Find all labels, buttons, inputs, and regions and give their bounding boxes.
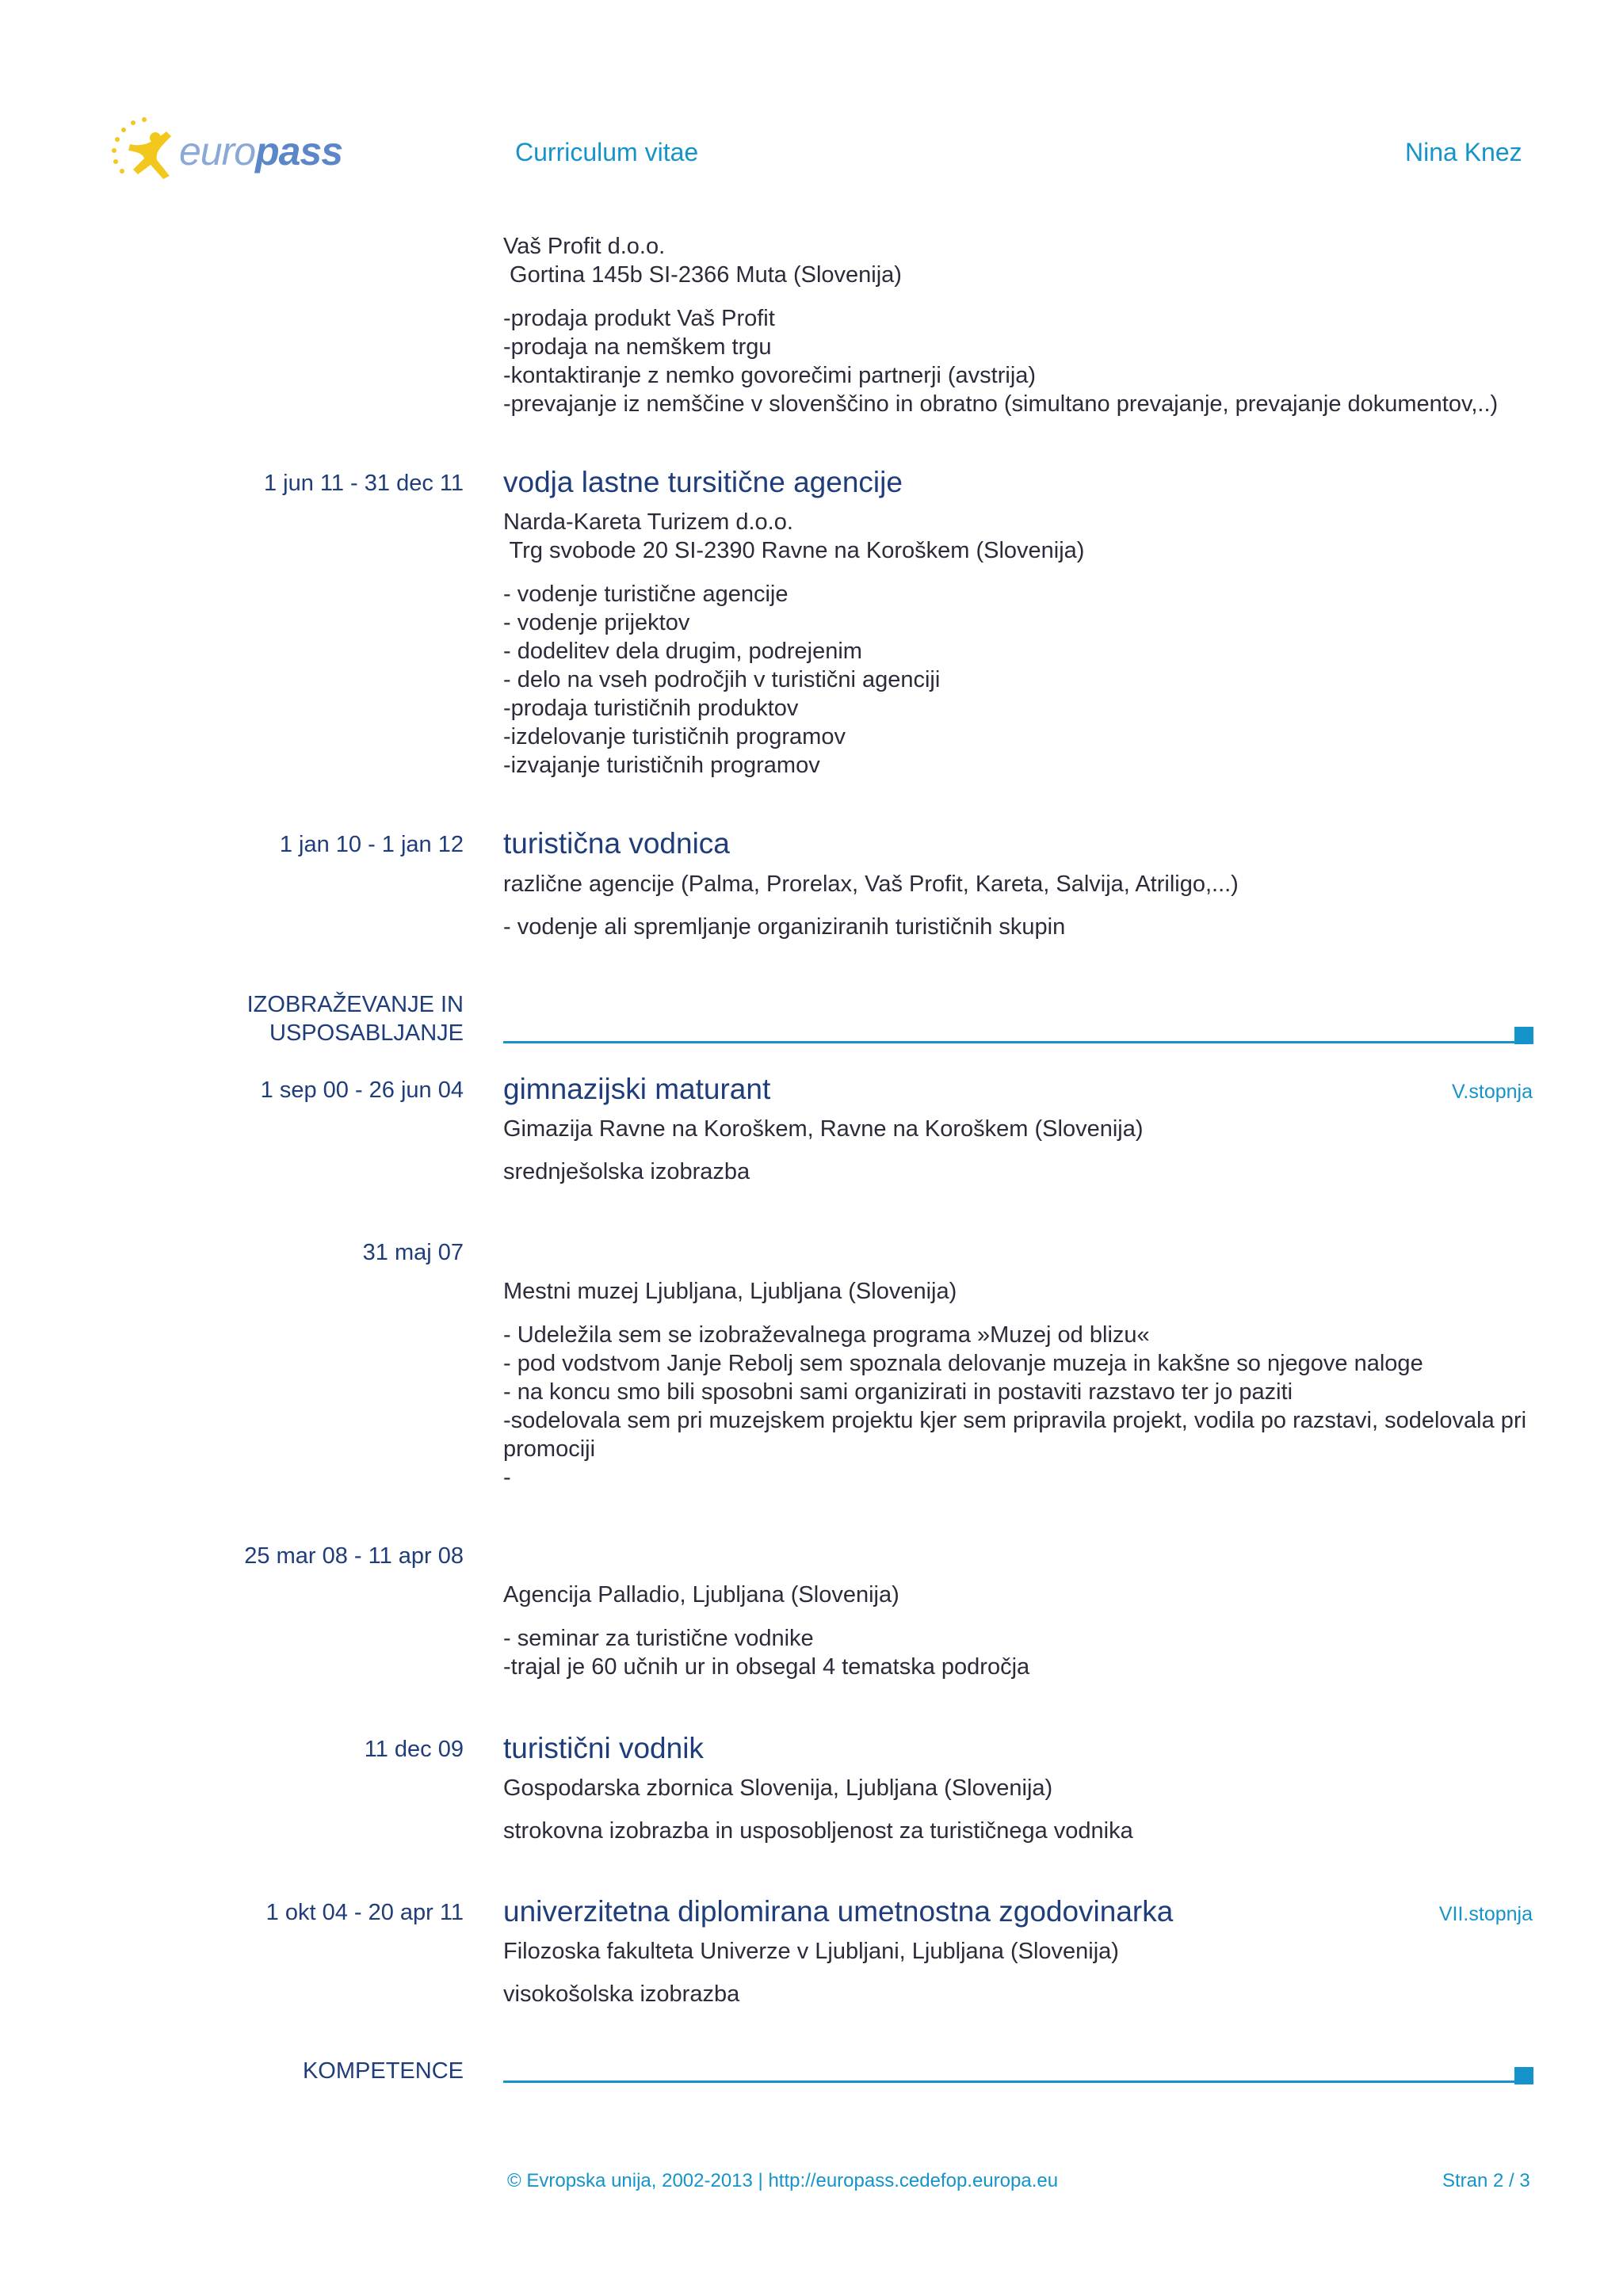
list-item: - dodelitev dela drugim, podrejenim [503,639,862,664]
job-tasks [503,913,1533,941]
education-date: 25 mar 08 - 11 apr 08 [244,1543,464,1569]
list-item: -prodaja produkt Vaš Profit [503,306,775,331]
list-item: - Udeležila sem se izobraževalnega programa »Muzej od blizu« [503,1322,1150,1348]
list-item: -prodaja na nemškem trgu [503,334,772,360]
footer-page-number: Stran 2 / 3 [1442,2170,1530,2191]
section-heading-education: IZOBRAŽEVANJE IN USPOSABLJANJE [246,992,464,1046]
education-institution: Mestni muzej Ljubljana, Ljubljana (Slovenija) [503,1279,957,1304]
job-employer: Narda-Kareta Turizem d.o.o. Trg svobode 20 SI-2390 Ravne na Koroškem (Slovenija) [503,509,1085,563]
person-name: Nina Knez [1405,138,1522,166]
education-institution: Filozoska fakulteta Univerze v Ljubljani, Ljubljana (Slovenija) [503,1939,1119,1964]
education-description: srednješolska izobrazba [503,1159,750,1184]
list-item: -izvajanje turističnih programov [503,753,820,778]
list-item: - pod vodstvom Janje Rebolj sem spoznala delovanje muzeja in kakšne so njegove naloge [503,1351,1423,1376]
education-title: gimnazijski maturant [503,1073,771,1105]
job-employer: različne agencije (Palma, Prorelax, Vaš Profit, Kareta, Salvija, Atriligo,...) [503,871,1239,897]
education-date: 11 dec 09 [364,1737,464,1762]
job-date: 1 jan 10 - 1 jan 12 [279,832,464,857]
job-title: vodja lastne tursitične agencije [503,466,903,498]
job-date: 1 jun 11 - 31 dec 11 [263,471,464,496]
education-tasks [503,1624,1533,1681]
education-date: 31 maj 07 [362,1240,464,1265]
europass-logo [111,116,341,184]
footer-copyright: © Evropska unija, 2002-2013 | http://europass.cedefop.europa.eu [507,2170,1059,2191]
education-title: turistični vodnik [503,1732,704,1764]
job-tasks [503,304,1533,418]
education-description: visokošolska izobrazba [503,1981,740,2007]
list-item: - seminar za turistične vodnike [503,1626,814,1651]
europass-figure-icon [111,116,187,184]
section-marker-icon [1514,1027,1533,1044]
section-marker-icon [1514,2067,1533,2084]
list-item: -sodelovala sem pri muzejskem projektu kjer sem pripravila projekt, vodila po razstavi, sodelovala pri promociji [503,1408,1533,1462]
education-tasks [503,1321,1533,1492]
document-title: Curriculum vitae [515,138,699,166]
education-level: V.stopnja [1452,1081,1533,1103]
list-item: - delo na vseh področjih v turistični agenciji [503,667,941,692]
education-description: strokovna izobrazba in usposobljenost za turističnega vodnika [503,1818,1133,1844]
job-tasks [503,580,1533,780]
list-item: -prodaja turističnih produktov [503,696,799,721]
education-title: univerzitetna diplomirana umetnostna zgodovinarka [503,1895,1174,1928]
list-item: - vodenje prijektov [503,610,690,635]
list-item: - na koncu smo bili sposobni sami organizirati in postaviti razstavo ter jo paziti [503,1379,1293,1405]
education-institution: Agencija Palladio, Ljubljana (Slovenija) [503,1582,899,1608]
europass-wordmark: europass [179,129,343,174]
section-heading-competence: KOMPETENCE [302,2058,464,2084]
list-item: - vodenje ali spremljanje organiziranih turističnih skupin [503,914,1066,940]
list-item: -kontaktiranje z nemko govorečimi partnerji (avstrija) [503,363,1037,388]
list-item: - vodenje turistične agencije [503,582,789,607]
list-item: -prevajanje iz nemščine v slovenščino in obratno (simultano prevajanje, prevajanje dokumentov,..) [503,391,1499,417]
education-level: VII.stopnja [1438,1903,1533,1925]
education-date: 1 sep 00 - 26 jun 04 [260,1077,464,1103]
list-item: -trajal je 60 učnih ur in obsegal 4 tematska področja [503,1654,1030,1680]
section-divider [503,1041,1514,1043]
education-institution: Gimazija Ravne na Koroškem, Ravne na Koroškem (Slovenija) [503,1116,1144,1142]
list-item: -izdelovanje turističnih programov [503,724,846,749]
list-item: - [503,1465,511,1490]
job-employer: Vaš Profit d.o.o. Gortina 145b SI-2366 Muta (Slovenija) [503,234,902,288]
education-institution: Gospodarska zbornica Slovenija, Ljubljana (Slovenija) [503,1775,1053,1801]
job-title: turistična vodnica [503,827,730,860]
education-date: 1 okt 04 - 20 apr 11 [265,1900,464,1925]
section-divider [503,2081,1514,2083]
